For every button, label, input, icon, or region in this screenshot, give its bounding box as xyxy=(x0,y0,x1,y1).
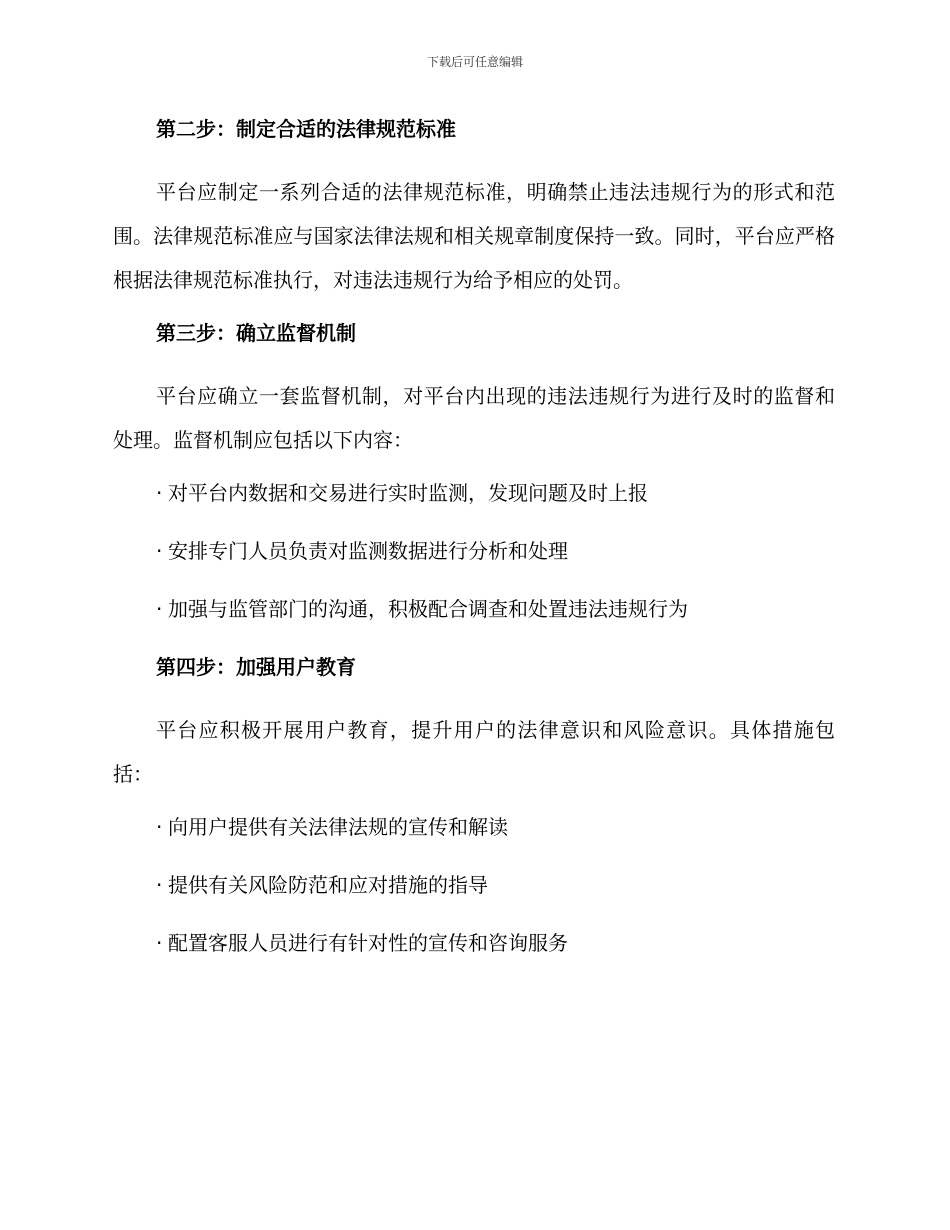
bullet-icon: · xyxy=(156,815,163,839)
section-heading-step-4: 第四步：加强用户教育 xyxy=(156,655,356,679)
document-body xyxy=(113,112,835,984)
list-item xyxy=(113,926,835,960)
section-paragraph-step-3: 平台应确立一套监督机制，对平台内出现的违法违规行为进行及时的监督和处理。监督机制应包括以下内容： xyxy=(113,384,835,452)
step-4-bullet-list xyxy=(113,810,835,960)
list-item-text: 配置客服人员进行有针对性的宣传和咨询服务 xyxy=(168,931,568,955)
page-header: 下载后可任意编辑 xyxy=(426,55,523,69)
list-item xyxy=(113,534,835,568)
bullet-icon: · xyxy=(156,597,163,621)
bullet-icon: · xyxy=(156,873,163,897)
list-item xyxy=(113,868,835,902)
bullet-icon: · xyxy=(156,931,163,955)
list-item xyxy=(113,810,835,844)
list-item-text: 安排专门人员负责对监测数据进行分析和处理 xyxy=(168,539,568,563)
list-item xyxy=(113,476,835,510)
list-item-text: 对平台内数据和交易进行实时监测，发现问题及时上报 xyxy=(168,481,648,505)
section-heading-step-2: 第二步：制定合适的法律规范标准 xyxy=(156,117,456,141)
list-item-text: 加强与监管部门的沟通，积极配合调查和处置违法违规行为 xyxy=(168,597,688,621)
section-paragraph-step-4: 平台应积极开展用户教育，提升用户的法律意识和风险意识。具体措施包括： xyxy=(113,718,835,786)
section-heading-step-3: 第三步：确立监督机制 xyxy=(156,321,356,345)
list-item xyxy=(113,592,835,626)
section-paragraph-step-2: 平台应制定一系列合适的法律规范标准，明确禁止违法违规行为的形式和范围。法律规范标准应与国家法律法规和相关规章制度保持一致。同时，平台应严格根据法律规范标准执行，对违法违规行为给予相应的处罚。 xyxy=(113,180,835,292)
list-item-text: 提供有关风险防范和应对措施的指导 xyxy=(168,873,488,897)
step-3-bullet-list xyxy=(113,476,835,626)
list-item-text: 向用户提供有关法律法规的宣传和解读 xyxy=(168,815,508,839)
bullet-icon: · xyxy=(156,481,163,505)
bullet-icon: · xyxy=(156,539,163,563)
